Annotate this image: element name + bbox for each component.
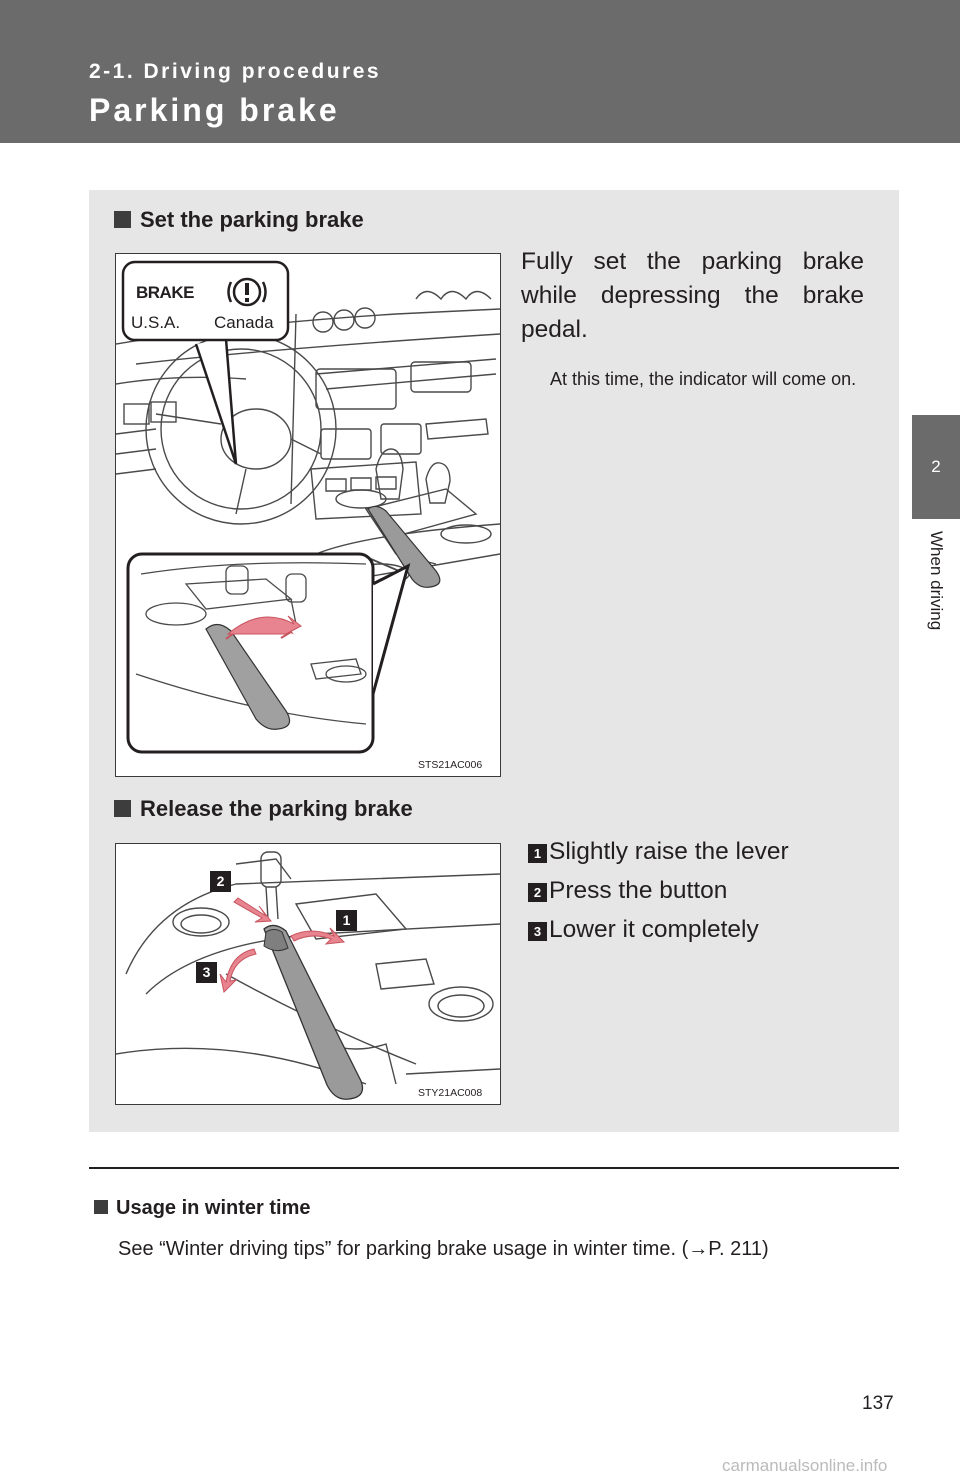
set-brake-heading: Set the parking brake xyxy=(114,207,364,233)
step-number-badge: 1 xyxy=(528,844,547,863)
page-title: Parking brake xyxy=(89,92,340,128)
winter-heading: Usage in winter time xyxy=(94,1197,311,1220)
callout-1-badge: 1 xyxy=(336,910,357,931)
release-step-1: 1 Slightly raise the lever xyxy=(528,838,789,866)
set-brake-instructions: Fully set the parking brake while depressing the brake pedal. xyxy=(521,248,864,343)
set-brake-note: At this time, the indicator will come on. xyxy=(550,369,857,389)
region-usa-label: U.S.A. xyxy=(131,313,181,332)
section-divider xyxy=(89,1167,899,1169)
step-number-badge: 3 xyxy=(528,922,547,941)
step-number-badge: 2 xyxy=(528,883,547,902)
brake-indicator-label: BRAKE xyxy=(136,283,194,302)
chapter-tab-label: When driving xyxy=(927,531,946,631)
square-bullet-icon xyxy=(114,211,131,228)
release-step-3: 3 Lower it completely xyxy=(528,916,759,944)
console-drawing xyxy=(116,844,500,1104)
square-bullet-icon xyxy=(94,1200,108,1214)
square-bullet-icon xyxy=(114,800,131,817)
section-label: 2-1. Driving procedures xyxy=(89,60,382,83)
release-brake-illustration xyxy=(115,843,501,1105)
callout-2-badge: 2 xyxy=(210,871,231,892)
winter-text[interactable]: See “Winter driving tips” for parking brake usage in winter time. (→P. 211) xyxy=(118,1238,769,1260)
release-step-2: 2 Press the button xyxy=(528,877,727,905)
illustration-code: STS21AC006 xyxy=(418,759,483,771)
illustration-code: STY21AC008 xyxy=(418,1087,483,1099)
callout-3-badge: 3 xyxy=(196,962,217,983)
page-number: 137 xyxy=(862,1393,894,1414)
release-brake-heading: Release the parking brake xyxy=(114,796,413,822)
region-canada-label: Canada xyxy=(214,313,274,332)
watermark: carmanualsonline.info xyxy=(722,1456,888,1475)
chapter-tab-number[interactable]: 2 xyxy=(912,415,960,519)
